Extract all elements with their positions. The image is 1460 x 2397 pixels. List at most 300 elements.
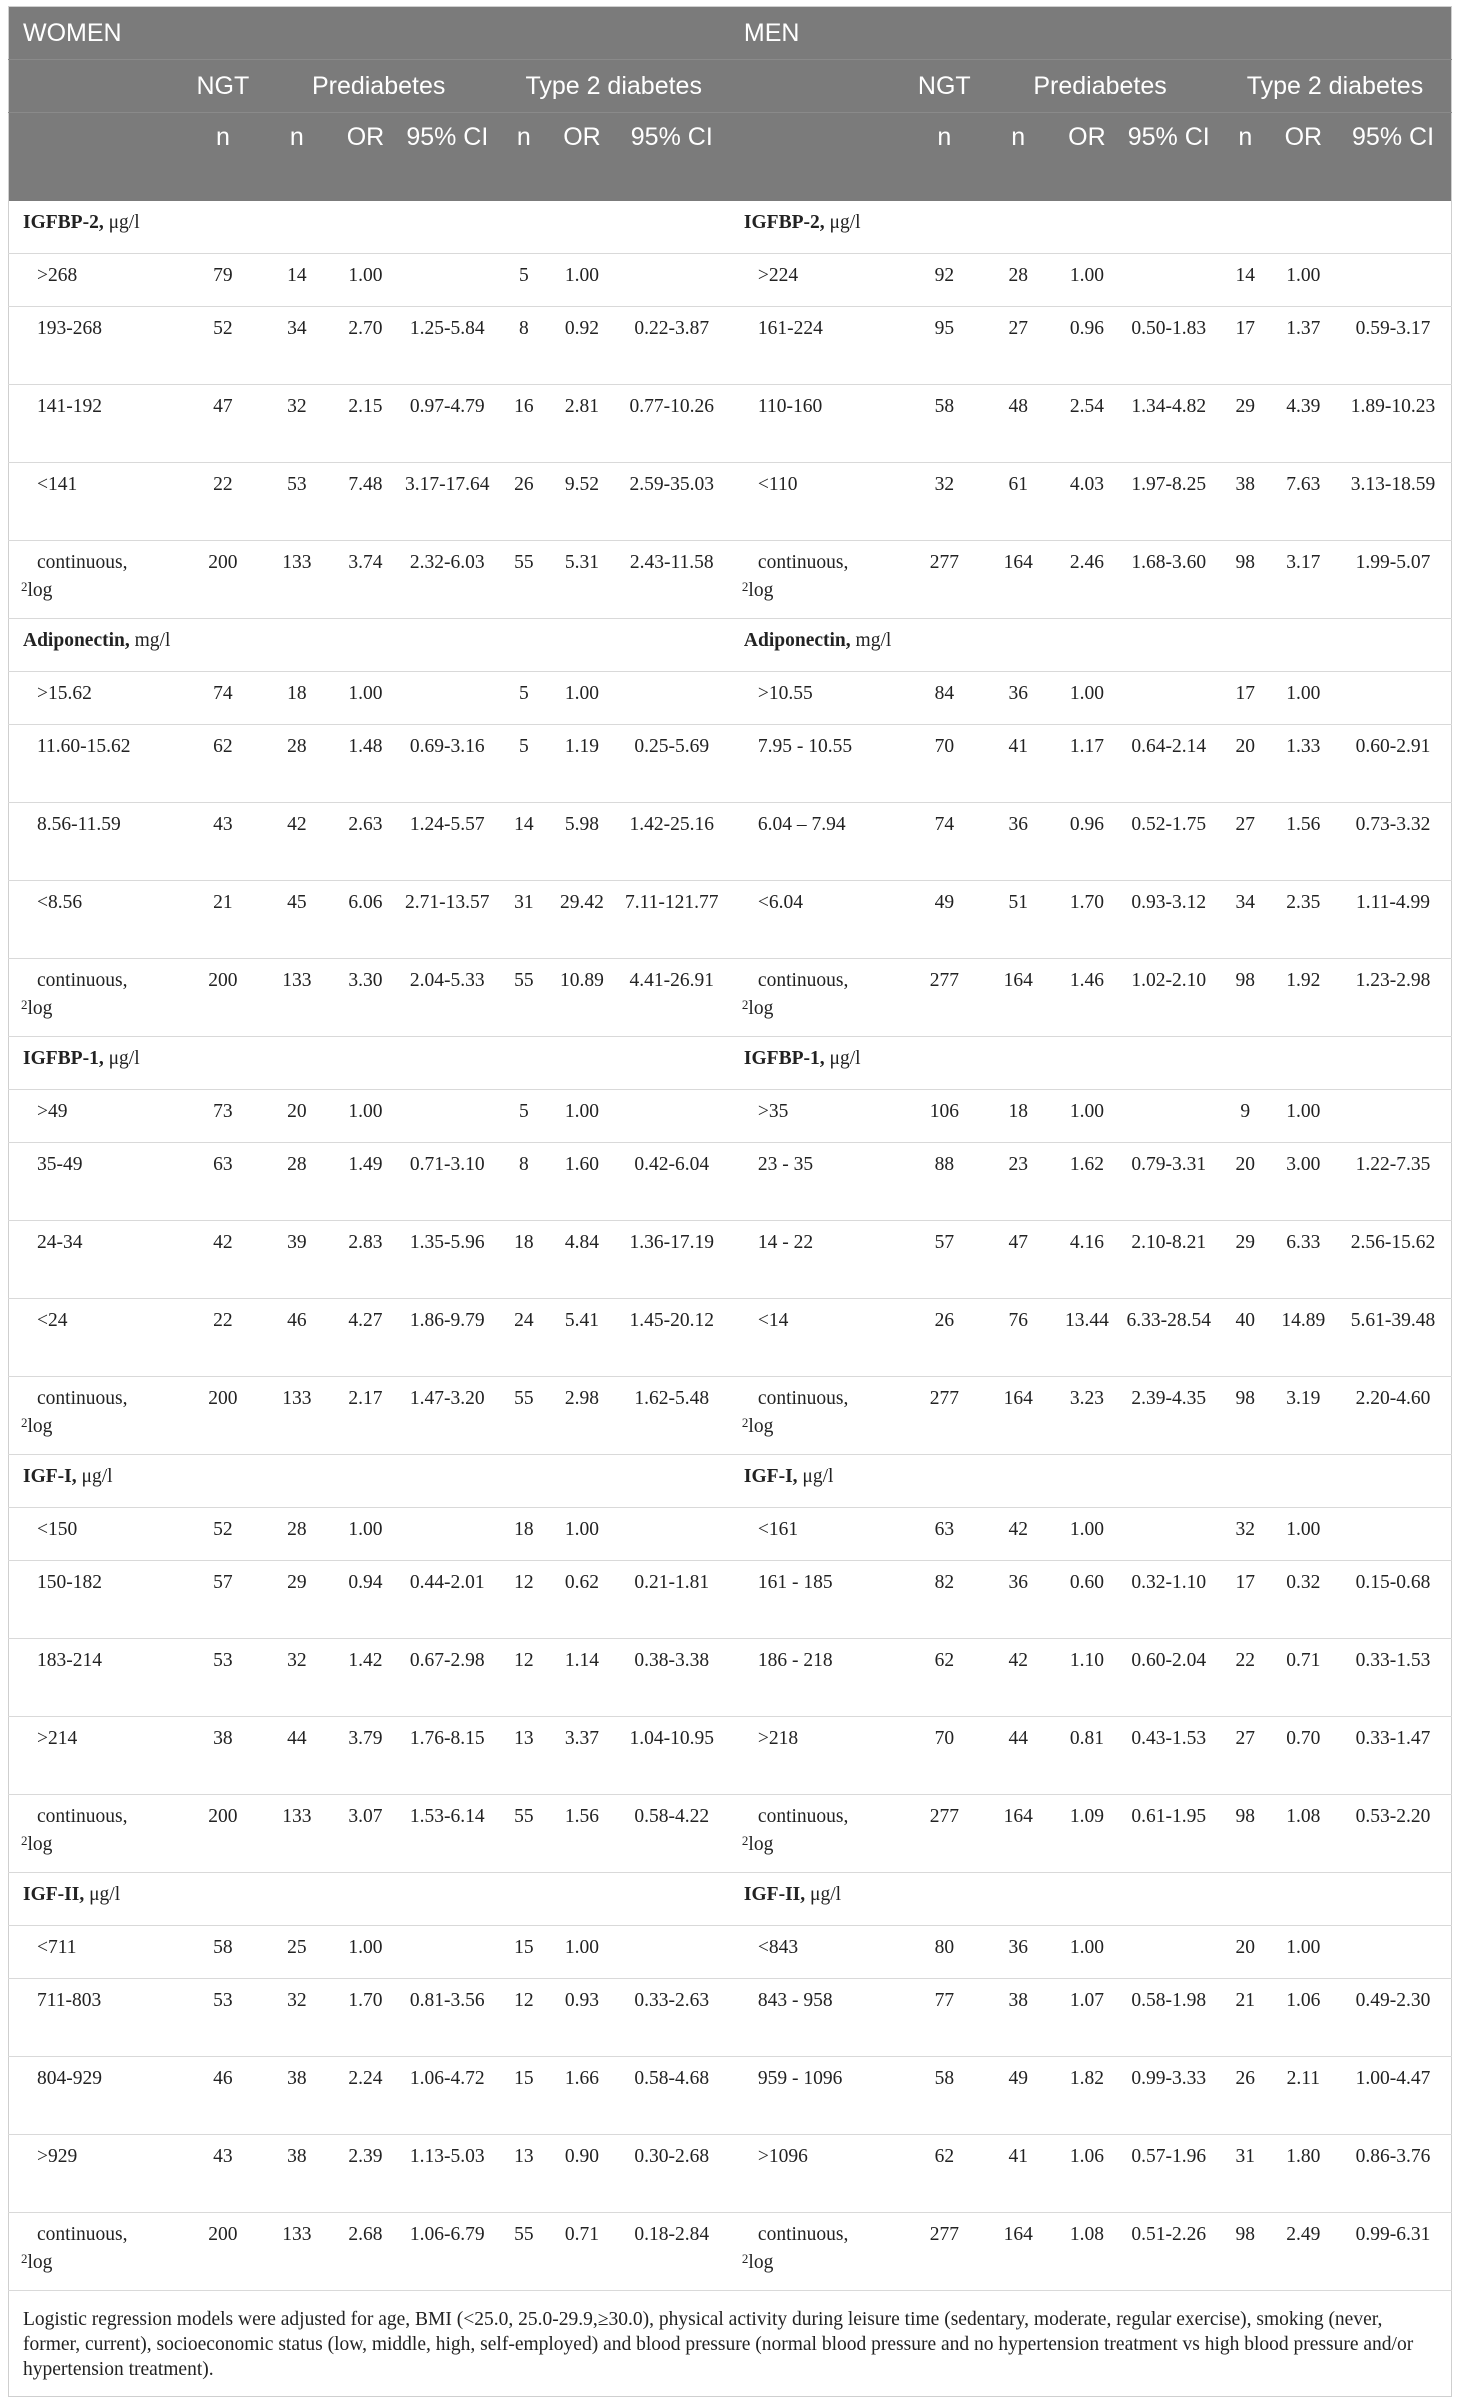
women-pre-ci-cell: 1.25-5.84	[397, 307, 497, 385]
women-prediabetes-header: Prediabetes	[260, 60, 498, 113]
women-label-cell: 150-182	[9, 1561, 186, 1639]
men-pre-n-cell: 23	[981, 1143, 1055, 1221]
women-t2-n-cell: 55	[497, 541, 550, 619]
women-pre-n-cell: 133	[260, 1377, 334, 1455]
women-ngt-n-cell: 38	[186, 1717, 260, 1795]
women-pre-or-cell: 2.63	[334, 803, 397, 881]
men-ngt-n-cell: 80	[907, 1926, 981, 1979]
men-t2-n-header: n	[1219, 113, 1272, 202]
men-pre-n-cell: 38	[981, 1979, 1055, 2057]
log-label	[742, 998, 773, 1019]
women-t2-or-cell: 4.84	[550, 1221, 613, 1299]
men-t2-n-cell: 20	[1219, 1143, 1272, 1221]
men-t2-or-cell: 1.37	[1272, 307, 1335, 385]
women-t2-n-cell: 18	[497, 1221, 550, 1299]
empty-cell	[186, 1873, 260, 1926]
women-label-cell: 804-929	[9, 2057, 186, 2135]
women-pre-ci-cell: 0.69-3.16	[397, 725, 497, 803]
table-row	[9, 1717, 1452, 1795]
empty-cell	[1219, 201, 1272, 254]
men-ngt-n-cell: 74	[907, 803, 981, 881]
men-t2-ci-cell: 0.49-2.30	[1335, 1979, 1451, 2057]
women-pre-ci-cell: 2.04-5.33	[397, 959, 497, 1037]
women-pre-ci-cell: 1.86-9.79	[397, 1299, 497, 1377]
women-pre-ci-cell	[397, 672, 497, 725]
women-pre-n-cell: 32	[260, 385, 334, 463]
men-pre-n-cell: 36	[981, 1926, 1055, 1979]
men-pre-n-cell: 164	[981, 1377, 1055, 1455]
women-t2-n-cell: 12	[497, 1979, 550, 2057]
women-pre-ci-cell: 0.81-3.56	[397, 1979, 497, 2057]
log-superscript: 2	[21, 2251, 28, 2266]
section-name: IGF-I,	[23, 1466, 77, 1487]
women-section-title	[9, 201, 186, 254]
log-word: log	[748, 580, 774, 601]
women-pre-ci-cell: 1.53-6.14	[397, 1795, 497, 1873]
log-word: log	[27, 1834, 53, 1855]
empty-cell	[614, 1873, 730, 1926]
table-row	[9, 1090, 1452, 1143]
men-t2-ci-cell	[1335, 1508, 1451, 1561]
women-pre-or-cell: 2.17	[334, 1377, 397, 1455]
table-row	[9, 385, 1452, 463]
women-t2-ci-cell: 0.22-3.87	[614, 307, 730, 385]
women-pre-ci-cell: 1.13-5.03	[397, 2135, 497, 2213]
log-word: log	[748, 2252, 774, 2273]
log-superscript: 2	[21, 1415, 28, 1430]
men-pre-ci-cell: 0.93-3.12	[1119, 881, 1219, 959]
men-t2-or-cell: 14.89	[1272, 1299, 1335, 1377]
section-unit: μg/l	[829, 1048, 861, 1069]
men-t2-or-cell: 1.00	[1272, 254, 1335, 307]
section-name: IGF-I,	[743, 1466, 798, 1487]
men-t2-n-cell: 34	[1219, 881, 1272, 959]
men-t2-n-cell: 17	[1219, 1561, 1272, 1639]
men-t2-ci-cell: 1.99-5.07	[1335, 541, 1451, 619]
women-section-title	[9, 1455, 186, 1508]
empty-cell	[1055, 619, 1118, 672]
men-t2-ci-cell: 2.20-4.60	[1335, 1377, 1451, 1455]
women-pre-n-cell: 133	[260, 1795, 334, 1873]
women-ngt-n-cell: 200	[186, 541, 260, 619]
women-ngt-n-cell: 200	[186, 959, 260, 1037]
men-pre-ci-cell: 0.51-2.26	[1119, 2213, 1219, 2291]
men-t2-or-cell: 3.00	[1272, 1143, 1335, 1221]
section-name: Adiponectin,	[743, 630, 851, 651]
men-label-cell: 186 - 218	[730, 1639, 907, 1717]
men-pre-n-cell: 47	[981, 1221, 1055, 1299]
women-t2-or-cell: 0.62	[550, 1561, 613, 1639]
empty-cell	[1055, 1455, 1118, 1508]
women-pre-ci-cell: 3.17-17.64	[397, 463, 497, 541]
men-t2-or-cell: 0.70	[1272, 1717, 1335, 1795]
log-superscript: 2	[741, 1833, 749, 1848]
men-ngt-n-cell: 63	[907, 1508, 981, 1561]
women-t2-n-cell: 55	[497, 1795, 550, 1873]
men-t2-n-cell: 27	[1219, 803, 1272, 881]
empty-cell	[1119, 1455, 1219, 1508]
men-t2-ci-cell: 0.99-6.31	[1335, 2213, 1451, 2291]
empty-cell	[1272, 619, 1335, 672]
men-label-cell: <14	[730, 1299, 907, 1377]
men-label-cell: 14 - 22	[730, 1221, 907, 1299]
men-pre-n-cell: 36	[981, 1561, 1055, 1639]
men-t2-ci-cell: 0.53-2.20	[1335, 1795, 1451, 1873]
women-ngt-n-cell: 63	[186, 1143, 260, 1221]
men-label-cell: 843 - 958	[730, 1979, 907, 2057]
women-pre-n-cell: 32	[260, 1979, 334, 2057]
section-unit: μg/l	[81, 1466, 113, 1487]
table-row	[9, 307, 1452, 385]
women-ngt-header: NGT	[186, 60, 260, 113]
men-pre-or-cell: 0.96	[1055, 803, 1118, 881]
section-unit: μg/l	[802, 1466, 834, 1487]
women-ngt-n-cell: 62	[186, 725, 260, 803]
women-header: WOMEN	[23, 18, 122, 47]
men-pre-ci-cell: 1.34-4.82	[1119, 385, 1219, 463]
empty-cell	[186, 1037, 260, 1090]
table-header	[9, 7, 1452, 202]
women-t2-ci-cell: 0.33-2.63	[614, 1979, 730, 2057]
empty-cell	[334, 1037, 397, 1090]
women-ngt-n-cell: 57	[186, 1561, 260, 1639]
men-section-title	[730, 619, 907, 672]
empty-cell	[907, 619, 981, 672]
men-label-cell: <161	[730, 1508, 907, 1561]
women-pre-ci-cell: 1.76-8.15	[397, 1717, 497, 1795]
women-pre-ci-cell: 1.24-5.57	[397, 803, 497, 881]
women-t2-ci-header: 95% CI	[614, 113, 730, 202]
empty-cell	[497, 619, 550, 672]
section-name: IGF-II,	[743, 1884, 806, 1905]
men-label-cell: >1096	[730, 2135, 907, 2213]
men-pre-ci-cell: 1.97-8.25	[1119, 463, 1219, 541]
men-pre-n-cell: 36	[981, 803, 1055, 881]
section-name: IGFBP-1,	[743, 1048, 825, 1069]
section-unit: μg/l	[89, 1884, 121, 1905]
men-pre-ci-cell: 0.60-2.04	[1119, 1639, 1219, 1717]
empty-cell	[1219, 619, 1272, 672]
empty-cell	[1335, 201, 1451, 254]
section-unit: mg/l	[855, 630, 892, 651]
women-t2-or-cell: 1.00	[550, 1090, 613, 1143]
women-t2-ci-cell: 0.18-2.84	[614, 2213, 730, 2291]
men-t2-ci-cell: 2.56-15.62	[1335, 1221, 1451, 1299]
women-t2-n-cell: 26	[497, 463, 550, 541]
men-label-cell: 959 - 1096	[730, 2057, 907, 2135]
men-t2-or-cell: 3.19	[1272, 1377, 1335, 1455]
log-superscript: 2	[21, 579, 28, 594]
women-pre-or-cell: 2.83	[334, 1221, 397, 1299]
men-ngt-n-cell: 277	[907, 1795, 981, 1873]
women-pre-or-cell: 3.30	[334, 959, 397, 1037]
men-t2-n-cell: 98	[1219, 541, 1272, 619]
women-t2-or-cell: 0.71	[550, 2213, 613, 2291]
women-label-cell: 193-268	[9, 307, 186, 385]
women-label-cell: <24	[9, 1299, 186, 1377]
women-t2-ci-cell: 1.45-20.12	[614, 1299, 730, 1377]
women-t2-n-cell: 5	[497, 672, 550, 725]
table-row	[9, 1143, 1452, 1221]
women-label-cell: >214	[9, 1717, 186, 1795]
log-word: log	[748, 998, 774, 1019]
men-label-cell: >224	[730, 254, 907, 307]
table-row	[9, 1561, 1452, 1639]
empty-cell	[334, 1873, 397, 1926]
men-t2-or-cell: 4.39	[1272, 385, 1335, 463]
men-t2-or-cell: 1.33	[1272, 725, 1335, 803]
log-word: log	[748, 1834, 774, 1855]
women-t2-n-cell: 13	[497, 2135, 550, 2213]
empty-cell	[1055, 1037, 1118, 1090]
blank-header-cell	[9, 113, 186, 202]
men-t2-ci-cell: 1.89-10.23	[1335, 385, 1451, 463]
empty-cell	[1119, 619, 1219, 672]
men-pre-or-cell: 13.44	[1055, 1299, 1118, 1377]
results-table	[8, 6, 1452, 2397]
men-t2-n-cell: 29	[1219, 1221, 1272, 1299]
men-t2-n-cell: 14	[1219, 254, 1272, 307]
women-ngt-n-cell: 200	[186, 1795, 260, 1873]
women-t2-ci-cell	[614, 672, 730, 725]
men-pre-n-cell: 164	[981, 959, 1055, 1037]
log-superscript: 2	[21, 997, 28, 1012]
women-ngt-n-cell: 52	[186, 1508, 260, 1561]
men-pre-n-cell: 49	[981, 2057, 1055, 2135]
men-label-cell: >218	[730, 1717, 907, 1795]
empty-cell	[550, 1455, 613, 1508]
women-pre-or-cell: 7.48	[334, 463, 397, 541]
empty-cell	[1335, 1873, 1451, 1926]
empty-cell	[550, 619, 613, 672]
men-ngt-n-cell: 277	[907, 1377, 981, 1455]
women-t2-ci-cell: 0.58-4.22	[614, 1795, 730, 1873]
women-t2-ci-cell: 0.38-3.38	[614, 1639, 730, 1717]
women-t2-or-cell: 5.41	[550, 1299, 613, 1377]
men-pre-or-cell: 1.07	[1055, 1979, 1118, 2057]
log-superscript: 2	[741, 579, 749, 594]
men-ngt-n-cell: 26	[907, 1299, 981, 1377]
section-name: IGFBP-2,	[743, 212, 825, 233]
women-pre-or-cell: 1.70	[334, 1979, 397, 2057]
women-t2-ci-cell	[614, 254, 730, 307]
men-pre-n-cell: 76	[981, 1299, 1055, 1377]
men-pre-or-cell: 1.62	[1055, 1143, 1118, 1221]
women-t2-n-cell: 55	[497, 1377, 550, 1455]
section-title-row	[9, 1455, 1452, 1508]
men-section-title	[730, 201, 907, 254]
men-t2-ci-cell: 0.33-1.53	[1335, 1639, 1451, 1717]
women-t2-n-cell: 18	[497, 1508, 550, 1561]
women-pre-or-cell: 3.79	[334, 1717, 397, 1795]
empty-cell	[334, 619, 397, 672]
men-pre-ci-cell: 2.10-8.21	[1119, 1221, 1219, 1299]
empty-cell	[550, 1037, 613, 1090]
section-title-row	[9, 619, 1452, 672]
header-row-stats	[9, 113, 1452, 202]
women-pre-n-cell: 34	[260, 307, 334, 385]
log-word: log	[27, 998, 53, 1019]
men-ngt-n-cell: 88	[907, 1143, 981, 1221]
men-pre-or-cell: 1.46	[1055, 959, 1118, 1037]
women-pre-ci-cell	[397, 254, 497, 307]
men-pre-ci-cell: 0.32-1.10	[1119, 1561, 1219, 1639]
empty-cell	[1219, 1873, 1272, 1926]
women-pre-n-cell: 28	[260, 725, 334, 803]
men-t2-ci-cell: 0.59-3.17	[1335, 307, 1451, 385]
women-pre-or-cell: 3.74	[334, 541, 397, 619]
men-type2-header: Type 2 diabetes	[1219, 60, 1452, 113]
men-t2-or-cell: 1.08	[1272, 1795, 1335, 1873]
women-pre-n-cell: 38	[260, 2135, 334, 2213]
men-t2-n-cell: 9	[1219, 1090, 1272, 1143]
women-section-title	[9, 1873, 186, 1926]
men-label-cell: <6.04	[730, 881, 907, 959]
men-ngt-n-cell: 62	[907, 2135, 981, 2213]
empty-cell	[497, 1873, 550, 1926]
men-pre-ci-cell: 1.68-3.60	[1119, 541, 1219, 619]
log-label	[21, 1416, 52, 1437]
men-t2-or-cell: 2.11	[1272, 2057, 1335, 2135]
table-row	[9, 2057, 1452, 2135]
footnote-row	[9, 2291, 1452, 2397]
women-t2-n-cell: 5	[497, 1090, 550, 1143]
men-pre-n-cell: 164	[981, 541, 1055, 619]
men-pre-n-cell: 41	[981, 725, 1055, 803]
men-pre-n-cell: 41	[981, 2135, 1055, 2213]
men-ngt-n-cell: 277	[907, 2213, 981, 2291]
women-ngt-n-cell: 53	[186, 1979, 260, 2057]
women-pre-or-cell: 1.48	[334, 725, 397, 803]
men-t2-ci-cell: 0.15-0.68	[1335, 1561, 1451, 1639]
blank-header-cell	[730, 60, 907, 113]
empty-cell	[186, 619, 260, 672]
men-ngt-n-cell: 277	[907, 541, 981, 619]
men-pre-n-cell: 42	[981, 1639, 1055, 1717]
women-pre-ci-cell	[397, 1926, 497, 1979]
section-title-row	[9, 1873, 1452, 1926]
women-ngt-n-cell: 43	[186, 803, 260, 881]
women-t2-ci-cell: 1.04-10.95	[614, 1717, 730, 1795]
empty-cell	[614, 201, 730, 254]
men-label-cell: continuous, $^2$log	[730, 1795, 907, 1873]
empty-cell	[1055, 201, 1118, 254]
women-pre-or-cell: 2.68	[334, 2213, 397, 2291]
women-pre-ci-cell: 1.35-5.96	[397, 1221, 497, 1299]
men-t2-ci-cell: 0.60-2.91	[1335, 725, 1451, 803]
log-word: log	[27, 580, 53, 601]
women-t2-ci-cell: 4.41-26.91	[614, 959, 730, 1037]
men-pre-or-header: OR	[1055, 113, 1118, 202]
women-pre-n-cell: 18	[260, 672, 334, 725]
empty-cell	[397, 1037, 497, 1090]
women-t2-n-cell: 8	[497, 1143, 550, 1221]
section-name: IGF-II,	[23, 1884, 85, 1905]
men-t2-or-cell: 6.33	[1272, 1221, 1335, 1299]
log-superscript: 2	[741, 997, 749, 1012]
women-ngt-n-cell: 200	[186, 2213, 260, 2291]
empty-cell	[1219, 1455, 1272, 1508]
men-ngt-n-header: n	[907, 113, 981, 202]
men-label-cell: continuous, $^2$log	[730, 959, 907, 1037]
women-pre-n-cell: 25	[260, 1926, 334, 1979]
men-pre-ci-cell: 0.52-1.75	[1119, 803, 1219, 881]
women-label-cell: >49	[9, 1090, 186, 1143]
table-row	[9, 1221, 1452, 1299]
log-label	[21, 2252, 52, 2273]
log-word: log	[748, 1416, 774, 1437]
section-title-row	[9, 201, 1452, 254]
section-unit: μg/l	[810, 1884, 842, 1905]
women-label-cell: 35-49	[9, 1143, 186, 1221]
women-t2-or-cell: 1.66	[550, 2057, 613, 2135]
women-section-title	[9, 1037, 186, 1090]
empty-cell	[334, 1455, 397, 1508]
women-pre-or-header: OR	[334, 113, 397, 202]
women-pre-n-cell: 53	[260, 463, 334, 541]
women-pre-or-cell: 2.39	[334, 2135, 397, 2213]
women-label-cell: 711-803	[9, 1979, 186, 2057]
women-ngt-n-cell: 73	[186, 1090, 260, 1143]
women-pre-n-cell: 29	[260, 1561, 334, 1639]
empty-cell	[907, 201, 981, 254]
men-t2-or-cell: 1.00	[1272, 1090, 1335, 1143]
men-pre-n-cell: 42	[981, 1508, 1055, 1561]
men-ngt-n-cell: 49	[907, 881, 981, 959]
women-t2-or-cell: 2.98	[550, 1377, 613, 1455]
women-t2-ci-cell: 0.77-10.26	[614, 385, 730, 463]
men-pre-n-cell: 48	[981, 385, 1055, 463]
men-pre-or-cell: 4.03	[1055, 463, 1118, 541]
men-pre-n-cell: 61	[981, 463, 1055, 541]
women-label-cell: >15.62	[9, 672, 186, 725]
men-t2-n-cell: 21	[1219, 1979, 1272, 2057]
men-label-cell: <843	[730, 1926, 907, 1979]
men-t2-ci-cell: 0.86-3.76	[1335, 2135, 1451, 2213]
men-pre-or-cell: 1.70	[1055, 881, 1118, 959]
women-pre-ci-cell: 0.97-4.79	[397, 385, 497, 463]
women-t2-or-cell: 1.00	[550, 1926, 613, 1979]
women-t2-n-cell: 5	[497, 725, 550, 803]
men-pre-or-cell: 3.23	[1055, 1377, 1118, 1455]
men-pre-or-cell: 1.08	[1055, 2213, 1118, 2291]
men-t2-n-cell: 27	[1219, 1717, 1272, 1795]
footnote: Logistic regression models were adjusted for age, BMI (<25.0, 25.0-29.9,≥30.0), physical activity during leisure time (sedentary, moderate, regular exercise), smoking (never, former, current), socioeconomic status (low, middle, high, self-employed) and blood pressure (normal blood pressure and no hypertension treatment vs high blood pressure and/or hypertension treatment).	[9, 2291, 1452, 2397]
empty-cell	[981, 1037, 1055, 1090]
women-pre-or-cell: 3.07	[334, 1795, 397, 1873]
men-pre-or-cell: 0.96	[1055, 307, 1118, 385]
men-t2-ci-cell	[1335, 254, 1451, 307]
empty-cell	[981, 1873, 1055, 1926]
women-t2-or-cell: 0.93	[550, 1979, 613, 2057]
women-t2-n-cell: 5	[497, 254, 550, 307]
empty-cell	[260, 1037, 334, 1090]
men-ngt-n-cell: 62	[907, 1639, 981, 1717]
men-t2-ci-cell: 1.11-4.99	[1335, 881, 1451, 959]
women-pre-or-cell: 6.06	[334, 881, 397, 959]
men-t2-n-cell: 40	[1219, 1299, 1272, 1377]
women-t2-n-header: n	[497, 113, 550, 202]
women-t2-ci-cell: 0.25-5.69	[614, 725, 730, 803]
men-pre-or-cell: 0.81	[1055, 1717, 1118, 1795]
men-ngt-n-cell: 58	[907, 2057, 981, 2135]
men-pre-ci-cell	[1119, 1508, 1219, 1561]
women-t2-ci-cell: 7.11-121.77	[614, 881, 730, 959]
men-t2-n-cell: 32	[1219, 1508, 1272, 1561]
men-ngt-n-cell: 58	[907, 385, 981, 463]
women-label-cell: <8.56	[9, 881, 186, 959]
women-t2-or-cell: 1.56	[550, 1795, 613, 1873]
